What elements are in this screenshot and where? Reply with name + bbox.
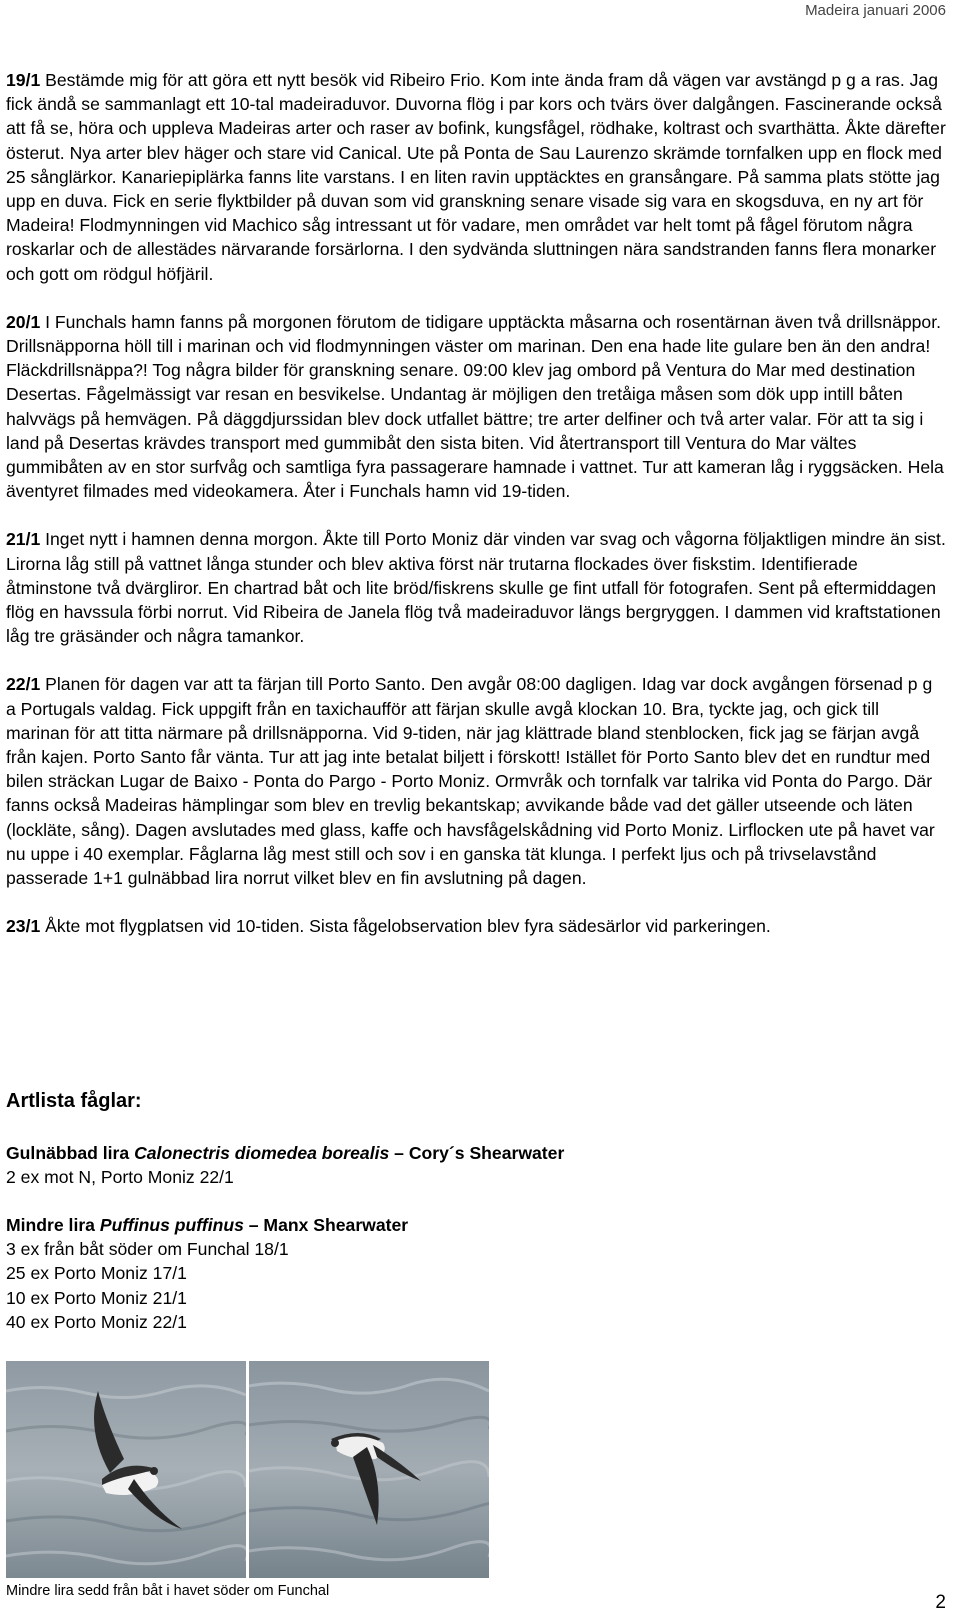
- species-latin-name: Puffinus puffinus: [99, 1215, 244, 1235]
- shearwater-image: [6, 1361, 246, 1578]
- species-title: [6, 1213, 946, 1237]
- species-list-heading: Artlista fåglar:: [6, 1090, 142, 1112]
- diary-entry: [6, 527, 946, 648]
- shearwater-photo: [249, 1361, 489, 1578]
- species-latin-name: Calonectris diomedea borealis: [134, 1143, 390, 1163]
- species-entry: [6, 1213, 946, 1334]
- species-swedish-name: Mindre lira: [6, 1215, 100, 1235]
- entry-text: I Funchals hamn fanns på morgonen förutom de tidigare upptäckta måsarna och rosentärnan även två drillsnäppor. Drillsnäpporna höll till i marinan och vid flodmynningen väster om marinan. Den ena hade lite gulare ben än den andra! Fläckdrillsnäppa?! Tog några bilder för granskning senare. 09:00 klev jag ombord på Ventura do Mar med destination Desertas. Fågelmässigt var resan en besvikelse. Undantag är möjligen den tretåiga måsen som dök upp intill båten halvvägs på hemvägen. På däggdjurssidan blev dock utfallet bättre; tre arter delfiner och två arter valar. För att ta sig i land på Desertas krävdes transport med gummibåt den sista biten. Vid återtransport till Ventura do Mar vältes gummibåten av en stor surfvåg och samtliga fyra passagerare hamnade i vattnet. Tur att kameran låg i ryggsäcken. Hela äventyret filmades med videokamera. Åter i Funchals hamn vid 19-tiden.: [6, 311, 944, 502]
- entry-text: Bestämde mig för att göra ett nytt besök vid Ribeiro Frio. Kom inte ända fram då vägen var avstängd p g a ras. Jag fick ändå se sammanlagt ett 10-tal madeiraduvor. Duvorna flög i par kors och tvärs över dalgången. Fascinerande också att få se, höra och uppleva Madeiras arter och raser av bofink, kungsfågel, rödhake, koltrast och svarthätta. Åkte därefter österut. Nya arter blev häger och stare vid Canical. Ute på Ponta de Sau Laurenzo skrämde tornfalken upp en flock med 25 sånglärkor. Kanariepiplärka fanns lite varstans. I en liten ravin upptäcktes en gransångare. På samma plats stötte jag upp en duva. Fick en serie flyktbilder på duvan som vid granskning senare visade sig vara en skogsduva, en ny art för Madeira! Flodmynningen vid Machico såg intressant ut för vadare, men området var helt tomt på fågel förutom några roskarlar och de allestädes närvarande forsärlorna. I den sydvända sluttningen nära sandstranden fanns flera monarker och gott om rödgul höfjäril.: [6, 70, 946, 284]
- photo-caption: Mindre lira sedd från båt i havet söder om Funchal: [6, 1583, 330, 1599]
- shearwater-image: [249, 1361, 489, 1578]
- diary-entry: [6, 914, 946, 938]
- page-header: Madeira januari 2006: [805, 2, 946, 19]
- species-swedish-name: Gulnäbbad lira: [6, 1143, 135, 1163]
- diary-entry: [6, 672, 946, 890]
- species-english-name: – Manx Shearwater: [243, 1215, 409, 1235]
- page-number: 2: [935, 1592, 946, 1613]
- entry-text: Inget nytt i hamnen denna morgon. Åkte till Porto Moniz där vinden var svag och vågorna följaktligen mindre än sist. Lirorna låg still på vattnet långa stunder och blev aktiva först när trutarna flockades över fiskstim. Identifierade åtminstone två dvärgliror. En chartrad båt och lite bröd/fiskrens skulle ge fint utfall för fotografen. Sent på eftermiddagen flög en havssula förbi norrut. Vid Ribeira de Janela flög två madeiraduvor längs bergryggen. I dammen vid kraftstationen låg tre gräsänder och några tamankor.: [6, 529, 946, 647]
- diary-entry: [6, 68, 946, 286]
- entry-date: 23/1: [6, 916, 41, 937]
- photo-row: [0, 1361, 960, 1581]
- shearwater-photo: [6, 1361, 246, 1578]
- diary-text: [6, 68, 946, 939]
- species-title: [6, 1141, 946, 1165]
- entry-date: 19/1: [6, 70, 41, 90]
- species-record: 25 ex Porto Moniz 17/1: [6, 1263, 187, 1284]
- species-record: 2 ex mot N, Porto Moniz 22/1: [6, 1167, 234, 1188]
- species-entry: [6, 1141, 946, 1189]
- species-record: 40 ex Porto Moniz 22/1: [6, 1311, 187, 1332]
- entry-date: 20/1: [6, 311, 41, 332]
- species-record: 10 ex Porto Moniz 21/1: [6, 1287, 187, 1308]
- entry-date: 22/1: [6, 674, 41, 695]
- species-english-name: – Cory´s Shearwater: [389, 1143, 565, 1163]
- entry-text: Planen för dagen var att ta färjan till Porto Santo. Den avgår 08:00 dagligen. Idag var dock avgången försenad p g a Portugals valdag. Fick uppgift från en taxichaufför att färjan skulle avgå klockan 10. Bra, tyckte jag, och gick till marinan för att titta närmare på drillsnäpporna. Vid 9-tiden, när jag klättrade bland stenblocken, fick jag se färjan avgå från kajen. Porto Santo får vänta. Tur att jag inte betalat biljett i förskott! Istället för Porto Santo blev det en rundtur med bilen sträckan Lugar de Baixo - Ponta do Pargo - Porto Moniz. Ormvråk och tornfalk var talrika vid Ponta do Pargo. Där fanns också Madeiras hämplingar som blev en trevlig bekantskap; avvikande både vad det gäller utseende och läten (lockläte, sång). Dagen avslutades med glass, kaffe och havsfågelskådning vid Porto Moniz. Lirflocken ute på havet var nu uppe i 40 exemplar. Fåglarna låg mest still och sov i en ganska tät klunga. I perfekt ljus och på trivselavstånd passerade 1+1 gulnäbbad lira norrut vilket blev en fin avslutning på dagen.: [6, 674, 935, 889]
- entry-text: Åkte mot flygplatsen vid 10-tiden. Sista fågelobservation blev fyra sädesärlor vid parkeringen.: [40, 916, 771, 937]
- species-record: 3 ex från båt söder om Funchal 18/1: [6, 1239, 289, 1260]
- diary-entry: [6, 310, 946, 504]
- entry-date: 21/1: [6, 529, 41, 550]
